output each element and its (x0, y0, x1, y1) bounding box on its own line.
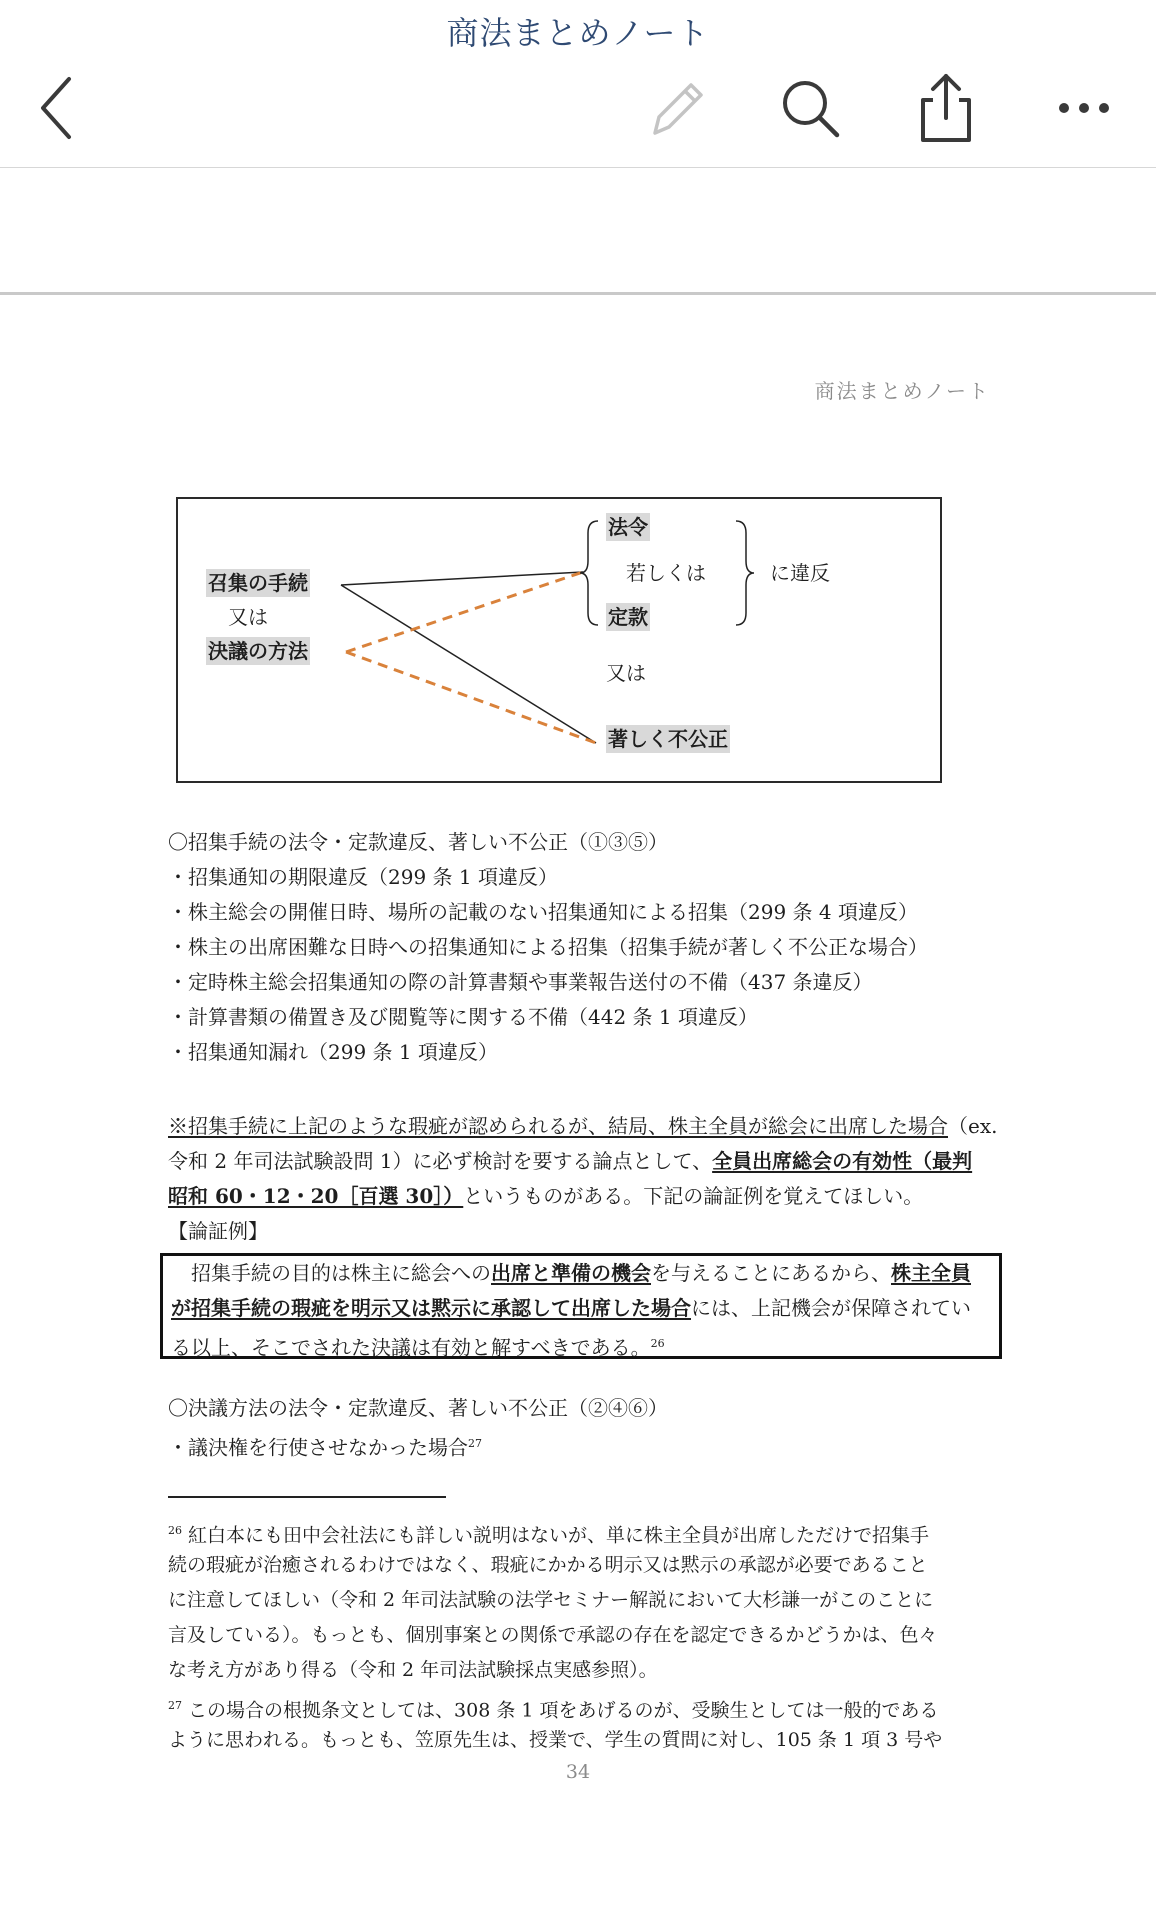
footnote-text: 言及している）。もっとも、個別事案との関係で承認の存在を認定できるかどうかは、色々 (168, 1624, 938, 1646)
argument-bold-part: が招集手続の瑕疵を明示又は黙示に承認して出席した場合 (171, 1296, 691, 1320)
label-violation: に違反 (770, 561, 830, 585)
diagram-box (176, 497, 942, 783)
label-wakushiku: 若しくは (626, 561, 706, 585)
section-heading: 〇決議方法の法令・定款違反、著しい不公正（②④⑥） (168, 1396, 668, 1420)
right-brace (736, 521, 754, 625)
argument-text-part: 招集手続の目的は株主に総会への (171, 1261, 491, 1285)
share-button[interactable] (906, 68, 986, 148)
note-paragraph (168, 1109, 998, 1249)
running-head: 商法まとめノート (814, 379, 990, 403)
footnote-ref[interactable]: 27 (468, 1437, 482, 1450)
label-mid-or: 又は (606, 661, 646, 685)
argument-bold-part: 株主全員 (891, 1261, 971, 1285)
list-item: ・計算書類の備置き及び閲覧等に関する不備（442 条 1 項違反） (168, 1005, 758, 1029)
edit-button[interactable] (636, 68, 716, 148)
section-heading: 〇招集手続の法令・定款違反、著しい不公正（①③⑤） (168, 830, 668, 854)
pdf-page[interactable] (0, 295, 1156, 1920)
footnote-text: 紅白本にも田中会社法にも詳しい説明はないが、単に株主全員が出席しただけで招集手 (188, 1524, 930, 1547)
argument-text-part: を与えることにあるから、 (651, 1261, 891, 1285)
more-button[interactable] (1044, 68, 1124, 148)
back-button[interactable] (18, 68, 98, 148)
list-item: ・議決権を行使させなかった場合 (168, 1435, 468, 1460)
list-item: ・株主総会の開催日時、場所の記載のない招集通知による招集（299 条 4 項違反） (168, 900, 918, 924)
search-button[interactable] (770, 68, 850, 148)
list-item: ・招集通知の期限違反（299 条 1 項違反） (168, 865, 558, 889)
argument-text-part: には、上記機会が保障されてい (691, 1296, 971, 1320)
left-brace (580, 521, 598, 625)
argument-text (171, 1256, 997, 1361)
label-shoshu-procedure: 召集の手続 (208, 571, 308, 595)
argument-box (160, 1253, 1002, 1359)
nav-bar (0, 0, 1156, 168)
footnotes (168, 1513, 994, 1758)
label-law: 法令 (608, 515, 648, 539)
search-icon (775, 73, 845, 143)
note-text: というものがある。下記の論証例を覚えてほしい。 (463, 1184, 924, 1208)
note-bold-text: 全員出席総会の有効性（最判 (712, 1149, 973, 1173)
more-icon (1054, 98, 1114, 118)
footnote-text: に注意してほしい（令和 2 年司法試験の法学セミナー解説において大杉謙一がこのことに (168, 1589, 934, 1611)
footnote-rule (168, 1496, 446, 1498)
label-resolution-method: 決議の方法 (208, 639, 308, 663)
footnote-text: この場合の根拠条文としては、308 条 1 項をあげるのが、受験生としては一般的である (188, 1699, 939, 1722)
note-text: （ex. (948, 1114, 998, 1138)
footnote-text: な考え方があり得る（令和 2 年司法試験採点実感参照）。 (168, 1659, 658, 1681)
section-procedure (168, 825, 992, 1070)
footnote-number: 27 (168, 1699, 182, 1712)
footnote-text: 続の瑕疵が治癒されるわけではなく、瑕疵にかかる明示又は黙示の承認が必要であること (168, 1554, 928, 1576)
label-left-or: 又は (228, 605, 268, 629)
page-number: 34 (565, 1761, 591, 1783)
document-title: 商法まとめノート (446, 14, 710, 52)
note-underlined-text: ※招集手続に上記のような瑕疵が認められるが、結局、株主全員が総会に出席した場合 (168, 1114, 948, 1138)
list-item: ・定時株主総会招集通知の際の計算書類や事業報告送付の不備（437 条違反） (168, 970, 873, 994)
pencil-icon (641, 73, 711, 143)
dash-method-to-law (346, 572, 583, 652)
note-text: 令和 2 年司法試験設問 1）に必ず検討を要する論点として、 (168, 1149, 713, 1173)
list-item: ・招集通知漏れ（299 条 1 項違反） (168, 1040, 498, 1064)
footnote-number: 26 (168, 1524, 182, 1537)
argument-bold-part: 出席と準備の機会 (491, 1261, 651, 1285)
label-articles: 定款 (608, 605, 648, 629)
toolbar-area (0, 168, 1156, 292)
label-unfair: 著しく不公正 (608, 727, 728, 751)
list-item: ・株主の出席困難な日時への招集通知による招集（招集手続が著しく不公正な場合） (168, 935, 928, 959)
footnote-text: ように思われる。もっとも、笠原先生は、授業で、学生の質問に対し、105 条 1 項 3 号や (168, 1729, 943, 1751)
share-icon (911, 70, 981, 146)
note-bold-text: 昭和 60・12・20［百選 30］） (168, 1184, 464, 1208)
footnote-ref[interactable]: 26 (650, 1337, 665, 1350)
argument-label: 【論証例】 (168, 1219, 268, 1243)
section-resolution (168, 1391, 992, 1461)
argument-text-part: る以上、そこでされた決議は有効と解すべきである。 (171, 1335, 651, 1360)
chevron-left-icon (33, 73, 83, 143)
